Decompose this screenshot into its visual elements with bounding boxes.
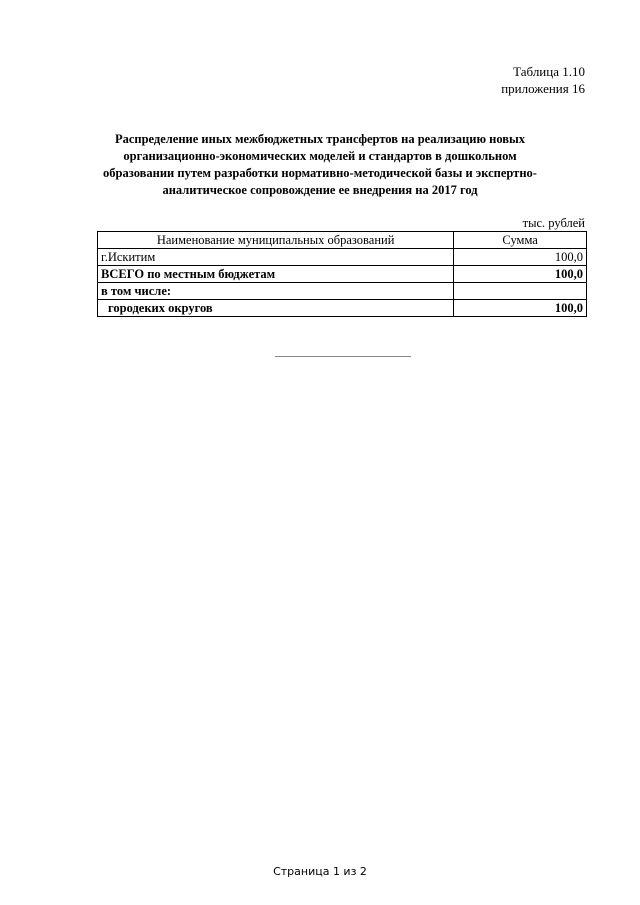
- appendix-reference: приложения 16: [501, 81, 585, 96]
- page-number: Страница 1 из 2: [273, 865, 367, 878]
- units-label: тыс. рублей: [522, 216, 585, 230]
- table-number: Таблица 1.10: [513, 64, 585, 79]
- table-reference: [501, 63, 585, 97]
- table-row-total: [98, 266, 587, 283]
- table-row-subheading: [98, 283, 587, 300]
- title-line: образовании путем разработки нормативно-методической базы и экспертно-: [103, 166, 537, 180]
- row-sum: 100,0: [454, 300, 587, 317]
- row-name: в том числе:: [98, 283, 454, 300]
- transfers-table: [97, 231, 587, 317]
- title-line: аналитическое сопровождение ее внедрения на 2017 год: [162, 183, 478, 197]
- row-name: городеких округов: [98, 300, 454, 317]
- title-line: организационно-экономических моделей и стандартов в дошкольном: [123, 149, 517, 163]
- column-header-sum: Сумма: [454, 232, 587, 249]
- row-sum: 100,0: [454, 266, 587, 283]
- row-sum: 100,0: [454, 249, 587, 266]
- separator-line: [275, 356, 411, 357]
- column-header-name: Наименование муниципальных образований: [98, 232, 454, 249]
- title-line: Распределение иных межбюджетных трансфертов на реализацию новых: [114, 132, 526, 146]
- document-title: [95, 131, 545, 199]
- table-row: [98, 249, 587, 266]
- row-name: г.Искитим: [98, 249, 454, 266]
- row-name: ВСЕГО по местным бюджетам: [98, 266, 454, 283]
- table-row: [98, 300, 587, 317]
- row-sum: [454, 283, 587, 300]
- table-header-row: [98, 232, 587, 249]
